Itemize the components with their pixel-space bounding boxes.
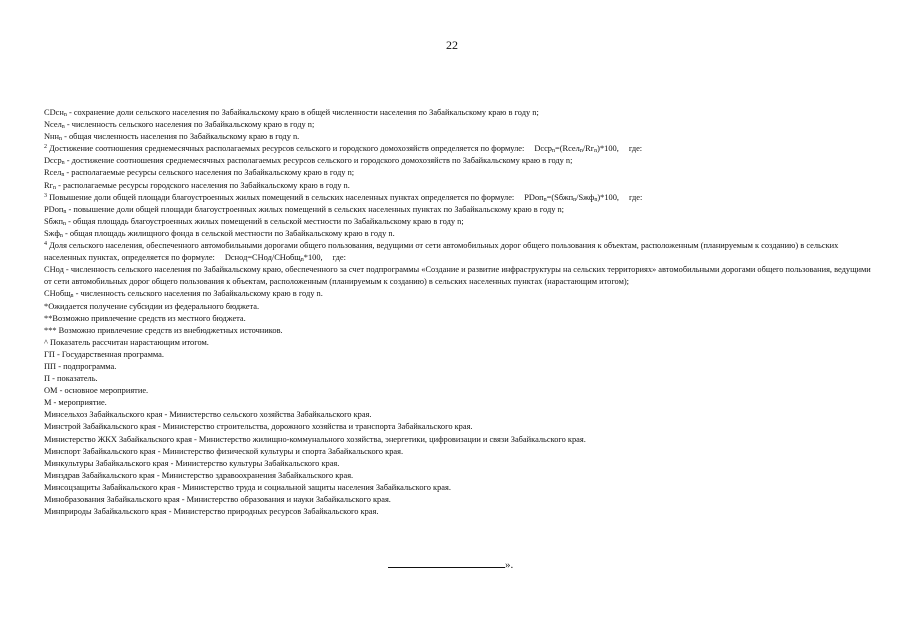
note-text: CHод - численность сельского населения по Забайкальскому краю, обеспеченного за счет подпрограммы «Создание и развитие инфраструктуры на сельских территориях» автомобильными дорогами общего пользования, ведущими от сети автомобильных дорог общего пользования к объектам, расположенным (планируемым к созданию) в сельских населенных пунктах (нарастающим итогом);	[44, 265, 871, 287]
symbol-subscript: n	[70, 293, 74, 300]
definition-text: - численность сельского населения по Забайкальскому краю в году n.	[73, 289, 323, 299]
text-line	[44, 313, 880, 325]
definition-text: - располагаемые ресурсы городского населения по Забайкальскому краю в году n.	[56, 180, 350, 190]
text-line	[44, 409, 880, 421]
text-line	[44, 385, 880, 397]
note-text: Минкультуры Забайкальского края - Министерство культуры Забайкальского края.	[44, 458, 340, 468]
symbol: CHобщ	[44, 289, 71, 299]
formula-part: =(Sбжп	[546, 192, 574, 202]
closing-line	[388, 557, 513, 571]
formula-where: где:	[332, 253, 346, 263]
note-text: Минсельхоз Забайкальского края - Министерство сельского хозяйства Забайкальского края.	[44, 410, 372, 420]
note-text: *Ожидается получение субсидии из федерального бюджета.	[44, 301, 260, 311]
text-line	[44, 458, 880, 470]
text-line	[44, 434, 880, 446]
note-text: М - мероприятие.	[44, 398, 107, 408]
text-line	[44, 337, 880, 349]
symbol-subscript: n	[63, 112, 67, 118]
symbol: PDоп	[44, 204, 64, 214]
note-text: Минздрав Забайкальского края - Министерство здравоохранения Забайкальского края.	[44, 470, 354, 480]
symbol: Rсел	[44, 168, 62, 178]
definition-text: - располагаемые ресурсы сельского населения по Забайкальскому краю в году n;	[64, 168, 355, 178]
text-line	[44, 397, 880, 409]
footnote-text: Повышение доли общей площади благоустроенных жилых помещений в сельских населенных пунктах определяется по формуле:	[47, 192, 515, 202]
note-text: ОМ - основное мероприятие.	[44, 386, 149, 396]
definition-text: - сохранение доли сельского населения по Забайкальскому краю в общей численности населения по Забайкальскому краю в году n;	[66, 108, 539, 117]
note-text: П - показатель.	[44, 374, 98, 384]
note-text: **Возможно привлечение средств из местного бюджета.	[44, 313, 246, 323]
footnotes-body	[44, 107, 880, 518]
footnote-text: Доля сельского населения, обеспеченного автомобильными дорогами общего пользования, ведущими от сети автомобильных дорог общего пользования к объектам, расположенным (планируемым к созданию) в сельских населенных пунктах, определяется по формуле:	[44, 241, 839, 263]
formula-part: =(Rсел	[554, 144, 580, 154]
text-line	[44, 216, 880, 228]
symbol-subscript: n	[61, 172, 65, 179]
symbol: Sбжп	[44, 216, 63, 226]
symbol: Sжф	[44, 228, 60, 238]
text-line	[44, 204, 880, 216]
text-line	[44, 325, 880, 337]
note-text: Минсоцзащиты Забайкальского края - Министерство труда и социальной защиты населения Забайкальского края.	[44, 482, 451, 492]
formula-part: Dсср	[534, 144, 552, 154]
definition-text: - общая площадь жилищного фонда в сельской местности по Забайкальскому краю в году n.	[62, 228, 395, 238]
formula	[225, 253, 323, 262]
footnote-text: Достижение соотношения среднемесячных располагаемых ресурсов сельского и городского домохозяйств определяется по формуле:	[47, 144, 525, 154]
definition-text: - общая площадь благоустроенных жилых помещений в сельской местности по Забайкальскому краю в году n;	[65, 216, 464, 226]
formula-subscript: n	[300, 257, 304, 264]
text-line	[44, 506, 880, 518]
page-number: 22	[446, 38, 458, 52]
note-text: ГП - Государственная программа.	[44, 349, 164, 359]
footnote-marker: 2	[44, 144, 47, 151]
text-line	[44, 155, 880, 167]
note-text: Минобразования Забайкальского края - Министерство образования и науки Забайкальского края.	[44, 495, 391, 504]
formula-subscript: n	[579, 148, 583, 155]
formula-part: Dснод=CHод/CHобщ	[224, 253, 301, 263]
text-line	[44, 446, 880, 458]
symbol: CDсн	[44, 108, 64, 117]
formula-subscript: n	[594, 196, 598, 203]
symbol-subscript: n	[63, 208, 67, 215]
text-line	[44, 482, 880, 494]
text-line	[44, 167, 880, 179]
formula-where: где:	[628, 144, 643, 154]
note-text: Минспорт Забайкальского края - Министерство физической культуры и спорта Забайкальского края.	[44, 446, 404, 456]
formula	[534, 144, 619, 153]
formula-part: /Sжф	[576, 192, 595, 202]
closing-mark: ».	[505, 559, 514, 571]
formula-part: PDоп	[524, 192, 544, 202]
formula-part: )*100,	[597, 192, 619, 202]
text-line	[44, 301, 880, 313]
formula-subscript: n	[543, 196, 547, 203]
formula	[524, 193, 619, 202]
text-line	[44, 494, 880, 506]
symbol-subscript: n	[62, 220, 66, 227]
text-line	[44, 180, 880, 192]
symbol: Rг	[44, 180, 54, 190]
text-line	[44, 107, 880, 119]
symbol: Dсср	[44, 156, 62, 166]
text-line	[44, 361, 880, 373]
signature-rule	[388, 557, 505, 568]
formula-subscript: n	[594, 148, 598, 155]
formula-part: /Rг	[582, 144, 595, 154]
text-line	[44, 119, 880, 131]
text-line	[44, 228, 880, 240]
note-text: *** Возможно привлечение средств из внебюджетных источников.	[44, 325, 283, 335]
symbol-subscript: n	[59, 232, 63, 239]
text-line	[44, 264, 880, 288]
note-text: Министерство ЖКХ Забайкальского края - Министерство жилищно-коммунального хозяйства, энергетики, цифровизации и связи Забайкальского края.	[44, 434, 586, 444]
text-line	[44, 373, 880, 385]
formula-part: *100,	[303, 253, 323, 263]
text-line	[44, 240, 880, 264]
definition-text: - общая численность населения по Забайкальскому краю в году n.	[62, 132, 300, 142]
formula-subscript: n	[573, 196, 577, 203]
text-line	[44, 470, 880, 482]
text-line	[44, 349, 880, 361]
formula-where: где:	[629, 192, 643, 202]
formula-part: )*100,	[597, 144, 619, 154]
symbol-subscript: n	[61, 124, 65, 131]
definition-text: - численность сельского населения по Забайкальскому краю в году n;	[64, 120, 315, 130]
text-line	[44, 143, 880, 155]
note-text: ^ Показатель рассчитан нарастающим итогом.	[44, 337, 209, 347]
text-line	[44, 131, 880, 143]
footnote-marker: 4	[44, 241, 47, 248]
definition-text: - достижение соотношения среднемесячных располагаемых ресурсов сельского и городского домохозяйств по Забайкальскому краю в году n;	[64, 156, 573, 166]
note-text: Минстрой Забайкальского края - Министерство строительства, дорожного хозяйства и транспорта Забайкальского края.	[44, 422, 473, 432]
symbol-subscript: n	[61, 160, 65, 167]
symbol: Nнн	[44, 132, 60, 142]
symbol-subscript: n	[59, 136, 63, 143]
formula-subscript: n	[551, 148, 555, 155]
note-text: ПП - подпрограмма.	[44, 361, 117, 371]
definition-text: - повышение доли общей площади благоустроенных жилых помещений в сельских населенных пунктах по Забайкальскому краю в году n;	[66, 204, 565, 214]
footnote-marker: 3	[44, 192, 47, 199]
note-text: Минприроды Забайкальского края - Министерство природных ресурсов Забайкальского края.	[44, 507, 379, 517]
text-line	[44, 192, 880, 204]
symbol-subscript: n	[53, 184, 57, 191]
symbol: Nсел	[44, 120, 62, 130]
text-line	[44, 288, 880, 300]
text-line	[44, 421, 880, 433]
